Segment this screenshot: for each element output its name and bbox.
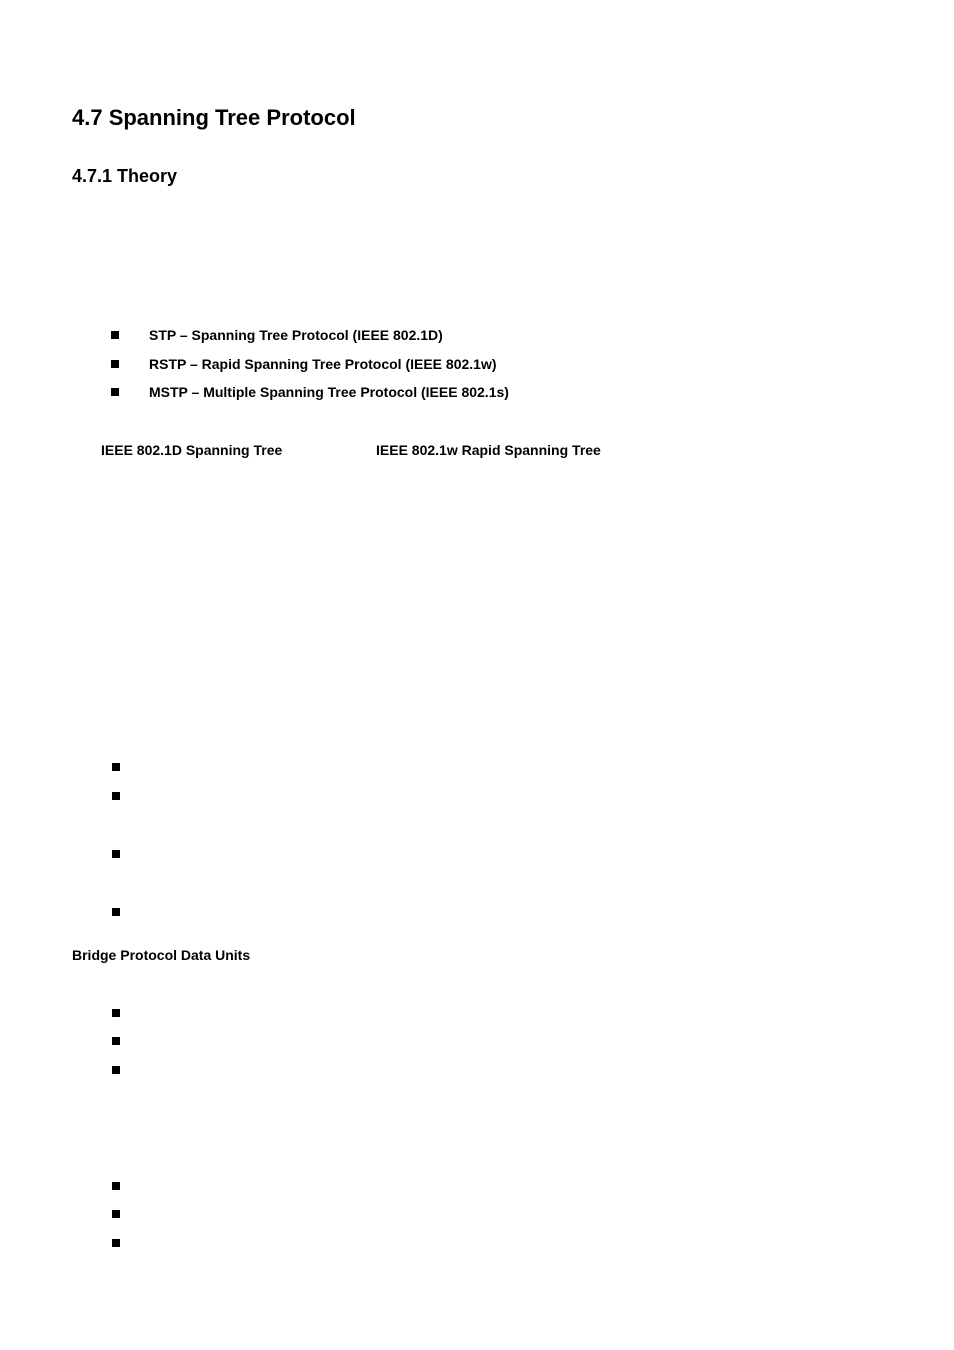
bullet-square-icon <box>111 360 119 368</box>
bullet-square-icon <box>112 1037 120 1045</box>
list-item: STP – Spanning Tree Protocol (IEEE 802.1D) <box>149 327 443 343</box>
list-item: MSTP – Multiple Spanning Tree Protocol (IEEE 802.1s) <box>149 384 509 400</box>
bullet-square-icon <box>112 1066 120 1074</box>
subsection-title: 4.7.1 Theory <box>72 166 178 186</box>
bullet-square-icon <box>112 1009 120 1017</box>
bullet-square-icon <box>111 388 119 396</box>
list-item: RSTP – Rapid Spanning Tree Protocol (IEEE 802.1w) <box>149 356 497 372</box>
bullet-square-icon <box>112 763 120 771</box>
bullet-square-icon <box>112 908 120 916</box>
section-title: 4.7 Spanning Tree Protocol <box>72 105 356 130</box>
comparison-header-rstp: IEEE 802.1w Rapid Spanning Tree <box>376 442 601 458</box>
bullet-square-icon <box>112 1210 120 1218</box>
bullet-square-icon <box>112 850 120 858</box>
bullet-square-icon <box>112 1182 120 1190</box>
comparison-header-stp: IEEE 802.1D Spanning Tree <box>101 442 283 458</box>
bullet-square-icon <box>112 792 120 800</box>
bpdu-heading: Bridge Protocol Data Units <box>72 947 251 963</box>
bullet-square-icon <box>112 1239 120 1247</box>
bullet-square-icon <box>111 331 119 339</box>
